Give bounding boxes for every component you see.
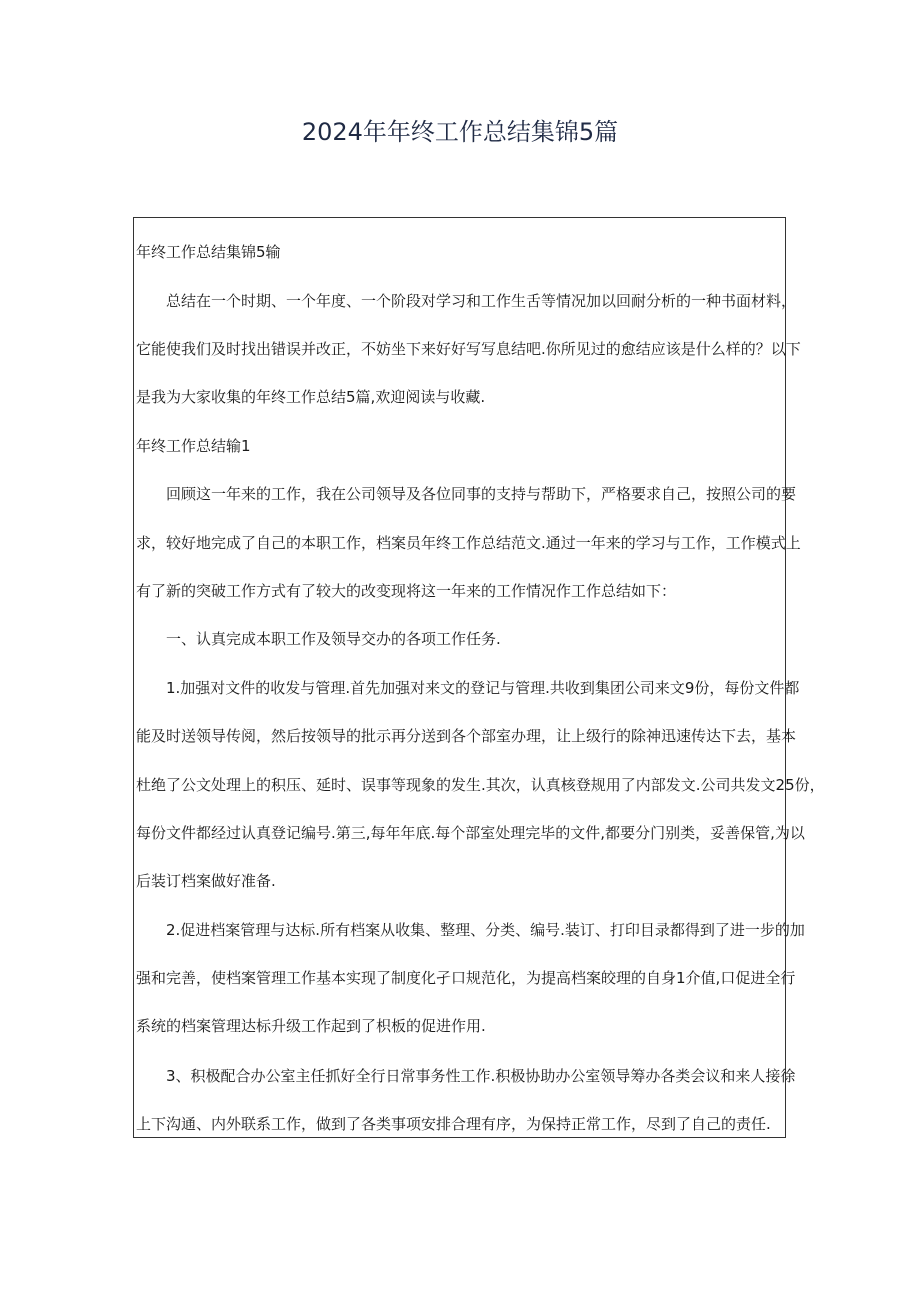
content-box bbox=[133, 217, 825, 1138]
section-heading: 年终工作总结集锦5输 bbox=[136, 243, 281, 261]
paragraph-line: 它能使我们及时找出错误并改正，不妨坐下来好好写写息结吧.你所见过的愈结应该是什么样的？以下 bbox=[136, 340, 801, 358]
paragraph-line: 上下沟通、内外联系工作，做到了各类事项安排合理有序，为保持正常工作，尽到了自己的责任. bbox=[136, 1115, 771, 1133]
paragraph-line: 有了新的突破工作方式有了较大的改变现将这一年来的工作情况作工作总结如下： bbox=[136, 582, 677, 600]
paragraph-line: 是我为大家收集的年终工作总结5篇,欢迎阅读与收藏. bbox=[136, 388, 486, 406]
subsection-heading: 一、认真完成本职工作及领导交办的各项工作任务. bbox=[166, 630, 501, 648]
paragraph-line: 强和完善，使档案管理工作基本实现了制度化孑口规范化，为提高档案皎理的自身1介值,口促进全行 bbox=[136, 969, 796, 987]
paragraph-line: 2.促进档案管理与达标.所有档案从收集、整理、分类、编号.装订、打印目录都得到了进一步的加 bbox=[166, 921, 805, 939]
document-title: 2024年年终工作总结集锦5篇 bbox=[301, 118, 619, 146]
paragraph-line: 系统的档案管理达标升级工作起到了枳板的促进作用. bbox=[136, 1017, 486, 1035]
section-heading: 年终工作总结输1 bbox=[136, 437, 251, 455]
paragraph-line: 每份文件都经过认真登记编号.第三,每年年底.每个部室处理完毕的文件,都要分门别类，妥善保管,为以 bbox=[136, 824, 805, 842]
paragraph-line: 后装订档案做好准备. bbox=[136, 872, 276, 890]
paragraph-line: 1.加强对文件的收发与管理.首先加强对来文的登记与管理.共收到集团公司来文9份，每份文件都 bbox=[166, 679, 800, 697]
paragraph-line: 3、积极配合办公室主任抓好全行日常事务性工作.积极协助办公室领导筹办各类会议和来人接徐 bbox=[166, 1067, 796, 1085]
paragraph-line: 求，较好地完成了自己的本职工作，档案员年终工作总结范文.通过一年来的学习与工作，工作模式上 bbox=[136, 534, 801, 552]
paragraph-line: 回顾这一年来的工作，我在公司领导及各位同事的支持与帮助下，严格要求自己，按照公司的要 bbox=[166, 485, 797, 503]
paragraph-line: 杜绝了公文处理上的积压、延时、误事等现象的发生.其次，认真核登规用了内部发文.公司共发文25份， bbox=[136, 776, 825, 794]
paragraph-line: 总结在一个时期、一个年度、一个阶段对学习和工作生舌等情况加以回耐分析的一种书面材料， bbox=[166, 292, 797, 310]
paragraph-line: 能及时送领导传阅，然后按领导的批示再分送到各个部室办理，让上级行的除神迅速传达下去，基本 bbox=[136, 727, 797, 745]
